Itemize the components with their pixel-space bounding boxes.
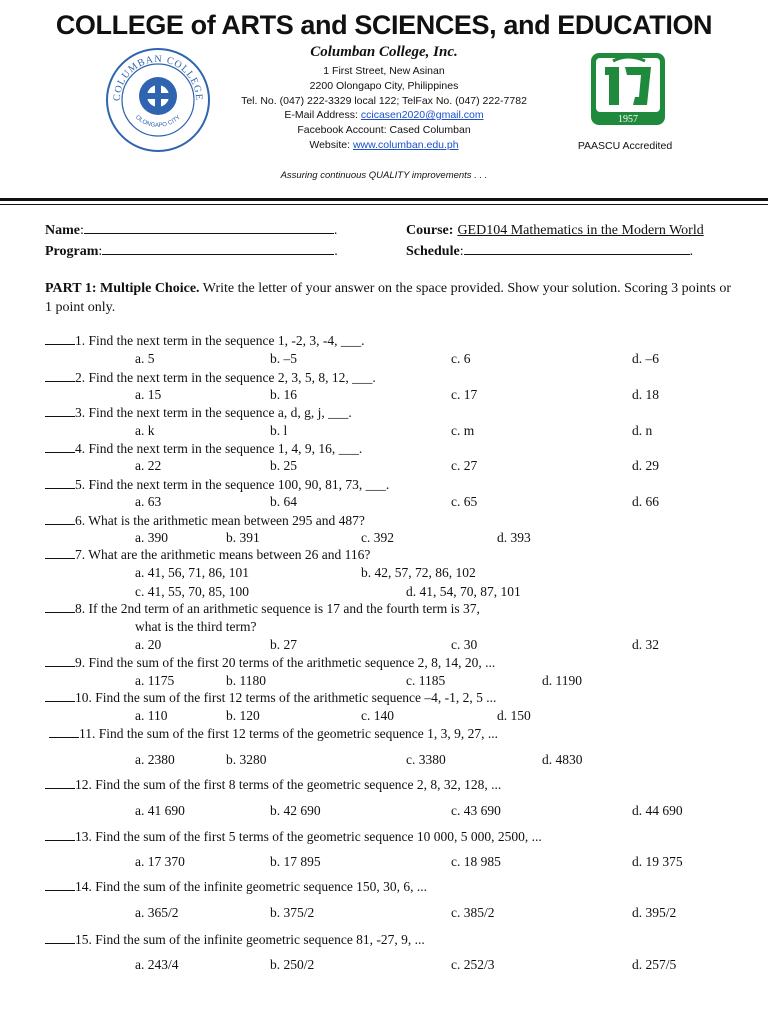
choice-a[interactable]: a. 41 690 <box>135 803 185 818</box>
choice-a[interactable]: a. 15 <box>135 387 162 402</box>
question-text: 12. Find the sum of the first 8 terms of the geometric sequence 2, 8, 32, 128, ... <box>75 777 502 792</box>
name-field[interactable]: Name: . <box>45 223 338 238</box>
choice-d[interactable]: d. 150 <box>497 708 531 723</box>
choice-a[interactable]: a. 22 <box>135 458 162 473</box>
website-link[interactable]: www.columban.edu.ph <box>352 139 459 151</box>
question-text: 11. Find the sum of the first 12 terms of the geometric sequence 1, 3, 9, 27, ... <box>79 726 499 741</box>
svg-text:COLUMBAN COLLEGE: COLUMBAN COLLEGE <box>111 53 205 102</box>
question-14 <box>45 879 427 895</box>
choice-c[interactable]: c. 43 690 <box>451 803 501 818</box>
college-seal-logo <box>104 46 212 154</box>
question-text: 2. Find the next term in the sequence 2, 3, 5, 8, 12, ___. <box>75 370 376 385</box>
address-line-1: 1 First Street, New Asinan <box>323 65 445 77</box>
question-10 <box>45 690 496 706</box>
question-text: 14. Find the sum of the infinite geometric sequence 150, 30, 6, ... <box>75 879 428 894</box>
choice-b[interactable]: b. 375/2 <box>270 905 315 920</box>
answer-blank[interactable] <box>45 547 75 559</box>
question-11 <box>49 726 498 742</box>
answer-blank[interactable] <box>45 333 75 345</box>
choice-b[interactable]: b. 1180 <box>226 673 266 688</box>
question-7 <box>45 547 370 563</box>
choice-b[interactable]: b. 42 690 <box>270 803 321 818</box>
choice-c[interactable]: c. 252/3 <box>451 957 495 972</box>
choice-d[interactable]: d. 1190 <box>542 673 582 688</box>
part1-instructions <box>45 279 735 317</box>
header-divider-thin <box>0 204 768 205</box>
choice-d[interactable]: d. 66 <box>632 494 659 509</box>
choice-d[interactable]: d. 257/5 <box>632 957 677 972</box>
svg-text:1957: 1957 <box>618 114 638 125</box>
choice-b[interactable]: b. 120 <box>226 708 260 723</box>
program-field[interactable]: Program: . <box>45 244 338 259</box>
choice-a[interactable]: a. 41, 56, 71, 86, 101 <box>135 565 249 580</box>
answer-blank[interactable] <box>45 601 75 613</box>
question-13 <box>45 829 542 845</box>
question-12 <box>45 777 501 793</box>
choice-c[interactable]: c. 385/2 <box>451 905 495 920</box>
choice-c[interactable]: c. 6 <box>451 351 471 366</box>
choice-c[interactable]: c. 392 <box>361 530 394 545</box>
answer-blank[interactable] <box>45 829 75 841</box>
choice-c[interactable]: c. 41, 55, 70, 85, 100 <box>135 584 249 599</box>
question-1 <box>45 333 364 349</box>
choice-d[interactable]: d. 44 690 <box>632 803 683 818</box>
choice-c[interactable]: c. 140 <box>361 708 394 723</box>
address-line-2: 2200 Olongapo City, Philippines <box>309 80 459 92</box>
email-label: E-Mail Address: <box>284 109 361 121</box>
choice-c[interactable]: c. 27 <box>451 458 478 473</box>
choice-a[interactable]: a. 20 <box>135 637 162 652</box>
choice-b[interactable]: b. –5 <box>270 351 297 366</box>
telephone-line: Tel. No. (047) 222-3329 local 122; TelFax No. (047) 222-7782 <box>241 95 527 107</box>
college-name: Columban College, Inc. <box>310 44 458 60</box>
question-text: 5. Find the next term in the sequence 100, 90, 81, 73, ___. <box>75 477 390 492</box>
choice-a[interactable]: a. 17 370 <box>135 854 185 869</box>
question-15 <box>45 932 425 948</box>
choice-b[interactable]: b. 27 <box>270 637 297 652</box>
choice-b[interactable]: b. 25 <box>270 458 297 473</box>
choice-d[interactable]: d. 32 <box>632 637 659 652</box>
choice-a[interactable]: a. 390 <box>135 530 168 545</box>
answer-blank[interactable] <box>45 777 75 789</box>
choice-b[interactable]: b. 17 895 <box>270 854 321 869</box>
question-5 <box>45 477 389 493</box>
choice-b[interactable]: b. 42, 57, 72, 86, 102 <box>361 565 476 580</box>
question-text: 10. Find the sum of the first 12 terms of the arithmetic sequence –4, -1, 2, 5 ... <box>75 690 497 705</box>
choice-d[interactable]: d. –6 <box>632 351 659 366</box>
part1-text: Write the letter of your answer on the space provided. Show your solution. Scoring 3 points or 1 point only. <box>45 281 732 315</box>
accreditation-label: PAASCU Accredited <box>577 140 673 152</box>
part1-heading: PART 1: Multiple Choice. <box>45 281 200 296</box>
course-value: GED104 Mathematics in the Modern World <box>457 223 704 238</box>
choice-b[interactable]: b. 391 <box>226 530 260 545</box>
choice-b[interactable]: b. 250/2 <box>270 957 315 972</box>
question-8 <box>45 601 480 617</box>
choice-b[interactable]: b. 3280 <box>226 752 267 767</box>
choice-c[interactable]: c. 30 <box>451 637 478 652</box>
paascu-logo <box>589 51 667 127</box>
question-text-continued: what is the third term? <box>135 619 257 634</box>
question-text: 13. Find the sum of the first 5 terms of the geometric sequence 10 000, 5 000, 2500, ... <box>75 829 542 844</box>
header-divider-thick <box>0 198 768 201</box>
answer-blank[interactable] <box>45 370 75 382</box>
choice-a[interactable]: a. 5 <box>135 351 155 366</box>
choice-d[interactable]: d. 393 <box>497 530 531 545</box>
choice-a[interactable]: a. 2380 <box>135 752 175 767</box>
answer-blank[interactable] <box>45 690 75 702</box>
choice-d[interactable]: d. 18 <box>632 387 659 402</box>
schedule-field[interactable]: Schedule: . <box>406 244 694 259</box>
answer-blank[interactable] <box>45 477 75 489</box>
website-label: Website: <box>309 139 353 151</box>
answer-blank[interactable] <box>45 932 75 944</box>
choice-a[interactable]: a. 110 <box>135 708 168 723</box>
choice-d[interactable]: d. 29 <box>632 458 659 473</box>
choice-a[interactable]: a. 1175 <box>135 673 175 688</box>
question-text: 9. Find the sum of the first 20 terms of the arithmetic sequence 2, 8, 14, 20, ... <box>75 655 496 670</box>
choice-d[interactable]: d. n <box>632 423 653 438</box>
email-link[interactable]: ccicasen2020@gmail.com <box>360 109 484 121</box>
choice-a[interactable]: a. 243/4 <box>135 957 179 972</box>
choice-c[interactable]: c. 17 <box>451 387 478 402</box>
question-text: 8. If the 2nd term of an arithmetic sequence is 17 and the fourth term is 37, <box>75 601 480 616</box>
choice-d[interactable]: d. 4830 <box>542 752 583 767</box>
choice-c[interactable]: c. 18 985 <box>451 854 501 869</box>
answer-blank[interactable] <box>49 726 79 738</box>
question-6 <box>45 513 365 529</box>
question-text: 7. What are the arithmetic means between 26 and 116? <box>75 547 371 562</box>
tagline: Assuring continuous QUALITY improvements . . . <box>280 170 488 181</box>
choice-c[interactable]: c. 3380 <box>406 752 446 767</box>
choice-c[interactable]: c. 1185 <box>406 673 446 688</box>
choice-d[interactable]: d. 395/2 <box>632 905 677 920</box>
choice-c[interactable]: c. m <box>451 423 475 438</box>
answer-blank[interactable] <box>45 655 75 667</box>
page-title: COLLEGE of ARTS and SCIENCES, and EDUCATION <box>55 10 713 40</box>
question-4 <box>45 441 362 457</box>
choice-d[interactable]: d. 41, 54, 70, 87, 101 <box>406 584 521 599</box>
question-text: 6. What is the arithmetic mean between 295 and 487? <box>75 513 365 528</box>
choice-a[interactable]: a. 365/2 <box>135 905 179 920</box>
choice-c[interactable]: c. 65 <box>451 494 478 509</box>
answer-blank[interactable] <box>45 513 75 525</box>
answer-blank[interactable] <box>45 441 75 453</box>
choice-a[interactable]: a. k <box>135 423 155 438</box>
choice-b[interactable]: b. 16 <box>270 387 297 402</box>
question-text: 4. Find the next term in the sequence 1, 4, 9, 16, ___. <box>75 441 363 456</box>
answer-blank[interactable] <box>45 879 75 891</box>
question-3 <box>45 405 352 421</box>
question-text: 15. Find the sum of the infinite geometric sequence 81, -27, 9, ... <box>75 932 425 947</box>
course-field: Course: GED104 Mathematics in the Modern World <box>406 223 704 238</box>
choice-b[interactable]: b. l <box>270 423 288 438</box>
question-9 <box>45 655 495 671</box>
question-text: 1. Find the next term in the sequence 1, -2, 3, -4, ___. <box>75 333 365 348</box>
question-2 <box>45 370 376 386</box>
answer-blank[interactable] <box>45 405 75 417</box>
question-text: 3. Find the next term in the sequence a, d, g, j, ___. <box>75 405 352 420</box>
choice-a[interactable]: a. 63 <box>135 494 162 509</box>
svg-text:OLONGAPO CITY: OLONGAPO CITY <box>134 114 182 129</box>
facebook-line: Facebook Account: Cased Columban <box>297 124 471 136</box>
choice-d[interactable]: d. 19 375 <box>632 854 683 869</box>
choice-b[interactable]: b. 64 <box>270 494 297 509</box>
